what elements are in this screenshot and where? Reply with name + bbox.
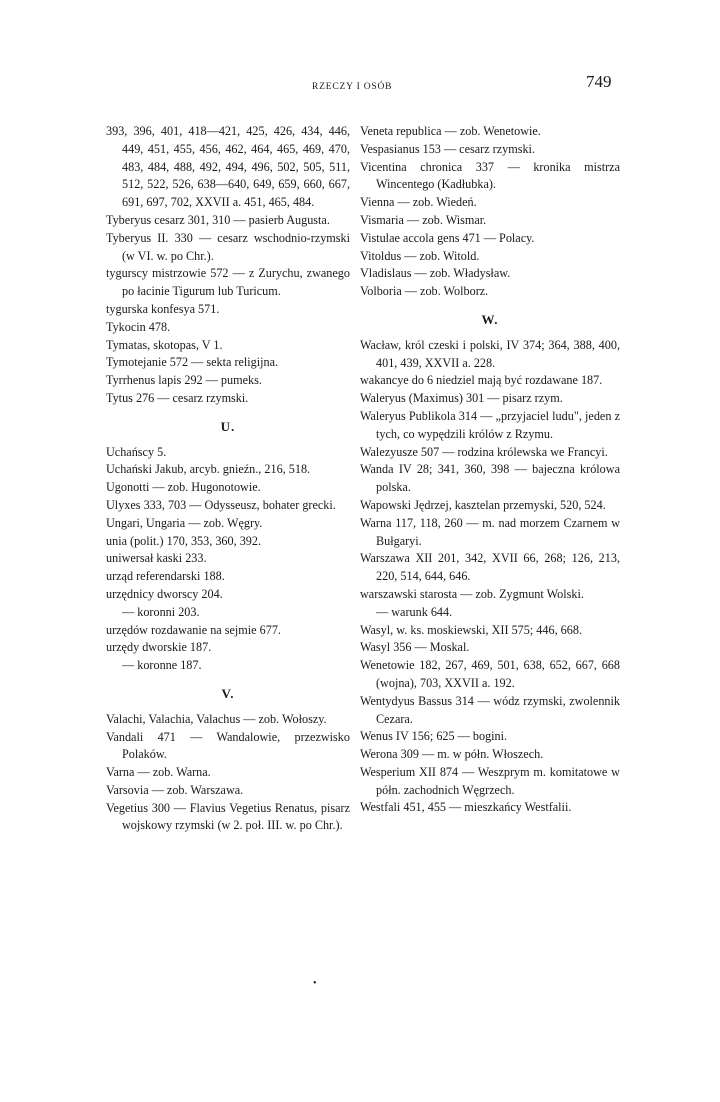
index-entry: Tymatas, skotopas, V 1. <box>106 337 223 352</box>
index-entry: Vegetius 300 — Flavius Vegetius Renatus, pisarz wojskowy rzymski (w 2. poł. III. w. po Chr.). <box>106 800 350 833</box>
index-entry: Werona 309 — m. w półn. Włoszech. <box>360 747 544 762</box>
index-entry: wakancye do 6 niedziel mają być rozdawane 187. <box>360 373 603 388</box>
index-entry: Tyberyus cesarz 301, 310 — pasierb Augusta. <box>106 212 330 227</box>
index-entry: Uchańscy 5. <box>106 444 167 459</box>
index-entry: warszawski starosta — zob. Zygmunt Wolski. <box>360 586 584 601</box>
index-entry: Wapowski Jędrzej, kasztelan przemyski, 520, 524. <box>360 497 606 512</box>
index-entry: Valachi, Valachia, Valachus — zob. Wołoszy. <box>106 711 327 726</box>
index-entry: unia (polit.) 170, 353, 360, 392. <box>106 533 262 548</box>
index-entry: tygurska konfesya 571. <box>106 301 220 316</box>
index-entry: Wanda IV 28; 341, 360, 398 — bajeczna królowa polska. <box>360 462 620 495</box>
index-entry: Volboria — zob. Wolborz. <box>360 284 489 299</box>
running-head: RZECZY I OSÓB <box>312 82 393 92</box>
index-entry: Wesperium XII 874 — Weszprym m. komitatowe w półn. zachodnich Węgrzech. <box>360 764 620 797</box>
index-entry: urzędnicy dworscy 204. <box>106 586 223 601</box>
index-entry: Tyrrhenus lapis 292 — pumeks. <box>106 373 262 388</box>
section-heading-w: W. <box>481 311 499 327</box>
index-entry: Vienna — zob. Wiedeń. <box>360 195 477 210</box>
index-entry: Tymotejanie 572 — sekta religijna. <box>106 355 279 370</box>
index-entry: Westfali 451, 455 — mieszkańcy Westfalii. <box>360 800 572 815</box>
index-entry: Warszawa XII 201, 342, XVII 66, 268; 126, 213, 220, 514, 644, 646. <box>360 551 620 584</box>
index-entry: Waleryus (Maximus) 301 — pisarz rzym. <box>360 391 563 406</box>
index-entry: Vistulae accola gens 471 — Polacy. <box>360 230 535 245</box>
index-entry: Warna 117, 118, 260 — m. nad morzem Czarnem w Bułgaryi. <box>360 515 620 548</box>
index-subentry: — koronni 203. <box>122 604 200 619</box>
footer-mark: • <box>313 978 317 989</box>
index-entry: 393, 396, 401, 418—421, 425, 426, 434, 446, 449, 451, 455, 456, 462, 464, 465, 469, 470, 483, 484, 488, 492, 494, 496, 502, 505, 511, 512, 522, 526, 638—640, 649, 659, 660, 667, 691, 697, 702, XXVII a. 451, 465, 484. <box>106 124 350 210</box>
index-entry: Varna — zob. Warna. <box>106 765 211 780</box>
index-entry: Ulyxes 333, 703 — Odysseusz, bohater grecki. <box>106 497 336 512</box>
index-entry: Wenetowie 182, 267, 469, 501, 638, 652, 667, 668 (wojna), 703, XXVII a. 192. <box>360 658 620 690</box>
index-entry: Vitoldus — zob. Witold. <box>360 248 480 263</box>
index-entry: Wenus IV 156; 625 — bogini. <box>360 729 508 744</box>
index-subentry: — warunk 644. <box>376 604 453 619</box>
index-entry: Ungari, Ungaria — zob. Węgry. <box>106 515 263 530</box>
index-subentry: — koronne 187. <box>122 658 202 673</box>
index-entry: Vladislaus — zob. Władysław. <box>360 266 511 281</box>
index-entry: Uchański Jakub, arcyb. gnieźn., 216, 518. <box>106 462 311 477</box>
index-entry: Wasyl 356 — Moskal. <box>360 640 470 655</box>
section-heading-v: V. <box>221 685 235 701</box>
index-entry: Walezyusze 507 — rodzina królewska we Francyi. <box>360 444 608 459</box>
index-entry: Vicentina chronica 337 — kronika mistrza Wincentego (Kadłubka). <box>360 159 620 192</box>
left-column <box>106 123 350 835</box>
index-entry: Varsovia — zob. Warszawa. <box>106 782 244 797</box>
index-entry: Vismaria — zob. Wismar. <box>360 212 487 227</box>
index-entry: Vespasianus 153 — cesarz rzymski. <box>360 141 535 156</box>
index-entry: urząd referendarski 188. <box>106 569 225 584</box>
index-entry: Wasyl, w. ks. moskiewski, XII 575; 446, 668. <box>360 622 582 637</box>
index-entry: urzędy dworskie 187. <box>106 640 212 655</box>
page-number: 749 <box>586 72 612 91</box>
index-entry: uniwersał kaski 233. <box>106 551 207 566</box>
index-entry: Wentydyus Bassus 314 — wódz rzymski, zwolennik Cezara. <box>360 693 620 726</box>
right-column <box>360 123 620 817</box>
index-entry: Tykocin 478. <box>106 319 171 334</box>
index-entry: Vandali 471 — Wandalowie, przezwisko Polaków. <box>106 729 350 762</box>
section-heading-u: U. <box>220 418 236 434</box>
index-entry: Tytus 276 — cesarz rzymski. <box>106 390 249 405</box>
index-entry: Veneta republica — zob. Wenetowie. <box>360 124 541 138</box>
index-entry: tygurscy mistrzowie 572 — z Zurychu, zwanego po łacinie Tigurum lub Turicum. <box>106 266 350 299</box>
index-entry: urzędów rozdawanie na sejmie 677. <box>106 622 281 637</box>
index-entry: Wacław, król czeski i polski, IV 374; 364, 388, 400, 401, 439, XXVII a. 228. <box>360 337 620 370</box>
index-entry: Waleryus Publikola 314 — „przyjaciel ludu", jeden z tych, co wypędzili królów z Rzymu. <box>360 408 620 441</box>
index-entry: Tyberyus II. 330 — cesarz wschodnio-rzymski (w VI. w. po Chr.). <box>106 230 350 263</box>
index-entry: Ugonotti — zob. Hugonotowie. <box>106 480 261 495</box>
